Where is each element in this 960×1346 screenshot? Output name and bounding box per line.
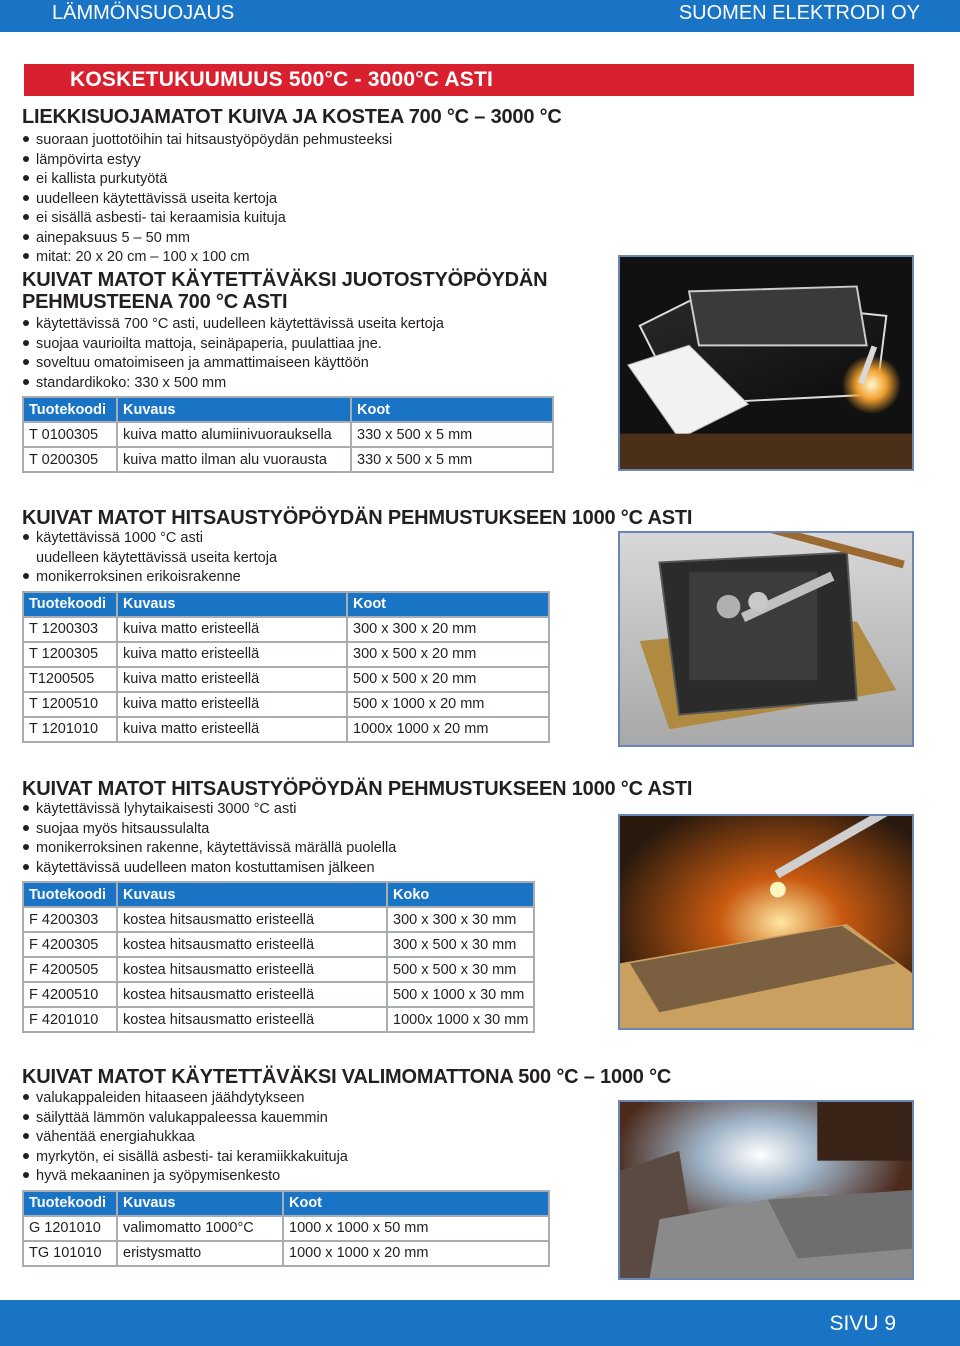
list-item: säilyttää lämmön valukappaleessa kauemmin	[22, 1109, 671, 1129]
cell-code: T 1200303	[23, 617, 117, 642]
cell-code: G 1201010	[23, 1216, 117, 1241]
column-header: Kuvaus	[117, 1191, 283, 1216]
list-item: hyvä mekaaninen ja syöpymisenkesto	[22, 1167, 671, 1187]
cell-description: kuiva matto eristeellä	[117, 617, 347, 642]
list-item: monikerroksinen erikoisrakenne	[22, 568, 692, 588]
section-soldering-mats	[22, 269, 554, 473]
column-header: Kuvaus	[117, 882, 387, 907]
section-label: LÄMMÖNSUOJAUS	[52, 2, 235, 24]
list-item: uudelleen käytettävissä useita kertoja	[36, 549, 278, 566]
list-item: soveltuu omatoimiseen ja ammattimaiseen käyttöön	[22, 354, 554, 374]
cell-description: kuiva matto ilman alu vuorausta	[117, 447, 351, 472]
cell-code: T 0200305	[23, 447, 117, 472]
list-item: käytettävissä 1000 °C asti	[22, 529, 692, 549]
cell-code: T 1200510	[23, 692, 117, 717]
cell-description: kostea hitsausmatto eristeellä	[117, 907, 387, 932]
section-title: KUIVAT MATOT HITSAUSTYÖPÖYDÄN PEHMUSTUKSEEN 1000 °C ASTI	[22, 507, 693, 529]
table-row	[23, 1216, 549, 1241]
photo-soldering-mats	[618, 255, 914, 471]
cell-size: 330 x 500 x 5 mm	[351, 447, 553, 472]
cell-size: 500 x 1000 x 20 mm	[347, 692, 549, 717]
cell-size: 300 x 300 x 30 mm	[387, 907, 534, 932]
cell-description: kuiva matto alumiinivuorauksella	[117, 422, 351, 447]
cell-description: valimomatto 1000°C	[117, 1216, 283, 1241]
product-table	[22, 591, 550, 743]
cell-size: 1000x 1000 x 20 mm	[347, 717, 549, 742]
cell-code: F 4200505	[23, 957, 117, 982]
cell-description: kostea hitsausmatto eristeellä	[117, 932, 387, 957]
section-flame-mats	[22, 106, 562, 268]
list-item: käytettävissä 700 °C asti, uudelleen käytettävissä useita kertoja	[22, 315, 554, 335]
table-row	[23, 717, 549, 742]
table-row	[23, 692, 549, 717]
photo-foundry	[618, 1100, 914, 1280]
bullet-list	[22, 800, 692, 878]
cell-size: 300 x 300 x 20 mm	[347, 617, 549, 642]
list-item: käytettävissä uudelleen maton kostuttamisen jälkeen	[22, 859, 692, 879]
section-title: KUIVAT MATOT KÄYTETTÄVÄKSI VALIMOMATTONA 500 °C – 1000 °C	[22, 1066, 672, 1088]
cell-code: F 4200510	[23, 982, 117, 1007]
section-title: KUIVAT MATOT HITSAUSTYÖPÖYDÄN PEHMUSTUKSEEN 1000 °C ASTI	[22, 778, 693, 800]
cell-description: kuiva matto eristeellä	[117, 692, 347, 717]
column-header: Koot	[347, 592, 549, 617]
column-header: Tuotekoodi	[23, 882, 117, 907]
list-item: vähentää energiahukkaa	[22, 1128, 671, 1148]
column-header: Kuvaus	[117, 397, 351, 422]
section-title: KUIVAT MATOT KÄYTETTÄVÄKSI JUOTOSTYÖPÖYDÄN	[22, 269, 548, 291]
cell-code: T 1200305	[23, 642, 117, 667]
list-item: mitat: 20 x 20 cm – 100 x 100 cm	[22, 248, 562, 268]
list-item: standardikoko: 330 x 500 mm	[22, 374, 554, 394]
cell-description: kuiva matto eristeellä	[117, 667, 347, 692]
cell-code: F 4200303	[23, 907, 117, 932]
bullet-list	[22, 131, 562, 268]
table-header-row	[23, 1191, 549, 1216]
table-row	[23, 1241, 549, 1266]
table-header-row	[23, 397, 553, 422]
cell-description: kostea hitsausmatto eristeellä	[117, 982, 387, 1007]
cell-description: kostea hitsausmatto eristeellä	[117, 957, 387, 982]
cell-code: TG 101010	[23, 1241, 117, 1266]
cell-size: 300 x 500 x 30 mm	[387, 932, 534, 957]
table-row	[23, 642, 549, 667]
list-item: ainepaksuus 5 – 50 mm	[22, 229, 562, 249]
product-table	[22, 396, 554, 473]
bullet-list	[22, 529, 692, 588]
table-row	[23, 422, 553, 447]
list-item: myrkytön, ei sisällä asbesti- tai keramiikkakuituja	[22, 1148, 671, 1168]
column-header: Koot	[283, 1191, 549, 1216]
column-header: Tuotekoodi	[23, 1191, 117, 1216]
top-bar	[0, 0, 960, 32]
list-item: käytettävissä lyhytaikaisesti 3000 °C asti	[22, 800, 692, 820]
section-welding-dry-mats	[22, 507, 692, 743]
list-item: valukappaleiden hitaaseen jäähdytykseen	[22, 1089, 671, 1109]
list-item: suojaa vaurioilta mattoja, seinäpaperia, puulattiaa jne.	[22, 335, 554, 355]
bullet-list	[22, 315, 554, 393]
cell-code: F 4201010	[23, 1007, 117, 1032]
column-header: Koko	[387, 882, 534, 907]
temperature-banner: KOSKETUKUUMUUS 500°C - 3000°C ASTI	[24, 64, 914, 96]
list-item: ei kallista purkutyötä	[22, 170, 562, 190]
column-header: Tuotekoodi	[23, 397, 117, 422]
product-table	[22, 1190, 550, 1267]
cell-description: kuiva matto eristeellä	[117, 717, 347, 742]
table-row	[23, 982, 534, 1007]
cell-size: 1000x 1000 x 30 mm	[387, 1007, 534, 1032]
list-item: uudelleen käytettävissä useita kertoja	[22, 190, 562, 210]
cell-size: 330 x 500 x 5 mm	[351, 422, 553, 447]
table-row	[23, 907, 534, 932]
company-name: SUOMEN ELEKTRODI OY	[678, 2, 920, 24]
cell-size: 1000 x 1000 x 20 mm	[283, 1241, 549, 1266]
table-row	[23, 447, 553, 472]
cell-code: T 0100305	[23, 422, 117, 447]
cell-description: kostea hitsausmatto eristeellä	[117, 1007, 387, 1032]
page-number: SIVU 9	[829, 1312, 896, 1335]
list-item: suojaa myös hitsaussulalta	[22, 820, 692, 840]
cell-code: T 1201010	[23, 717, 117, 742]
column-header: Kuvaus	[117, 592, 347, 617]
table-header-row	[23, 592, 549, 617]
photo-welding-sparks	[618, 814, 914, 1030]
table-row	[23, 957, 534, 982]
product-table	[22, 881, 535, 1033]
list-item: lämpövirta estyy	[22, 151, 562, 171]
table-header-row	[23, 882, 534, 907]
cell-code: T1200505	[23, 667, 117, 692]
cell-size: 500 x 1000 x 30 mm	[387, 982, 534, 1007]
table-row	[23, 617, 549, 642]
cell-size: 300 x 500 x 20 mm	[347, 642, 549, 667]
list-item: suoraan juottotöihin tai hitsaustyöpöydän pehmusteeksi	[22, 131, 562, 151]
list-item: ei sisällä asbesti- tai keraamisia kuituja	[22, 209, 562, 229]
table-row	[23, 932, 534, 957]
section-foundry-mats	[22, 1066, 671, 1267]
cell-description: kuiva matto eristeellä	[117, 642, 347, 667]
section-title-line2: PEHMUSTEENA 700 °C ASTI	[22, 291, 288, 313]
section-title: LIEKKISUOJAMATOT KUIVA JA KOSTEA 700 °C – 3000 °C	[22, 106, 562, 128]
column-header: Tuotekoodi	[23, 592, 117, 617]
bottom-bar	[0, 1300, 960, 1346]
cell-code: F 4200305	[23, 932, 117, 957]
table-row	[23, 667, 549, 692]
column-header: Koot	[351, 397, 553, 422]
photo-welding-table	[618, 531, 914, 747]
cell-size: 500 x 500 x 20 mm	[347, 667, 549, 692]
cell-description: eristysmatto	[117, 1241, 283, 1266]
list-item: monikerroksinen rakenne, käytettävissä märällä puolella	[22, 839, 692, 859]
section-welding-wet-mats	[22, 778, 692, 1033]
bullet-list	[22, 1089, 671, 1187]
cell-size: 500 x 500 x 30 mm	[387, 957, 534, 982]
table-row	[23, 1007, 534, 1032]
cell-size: 1000 x 1000 x 50 mm	[283, 1216, 549, 1241]
